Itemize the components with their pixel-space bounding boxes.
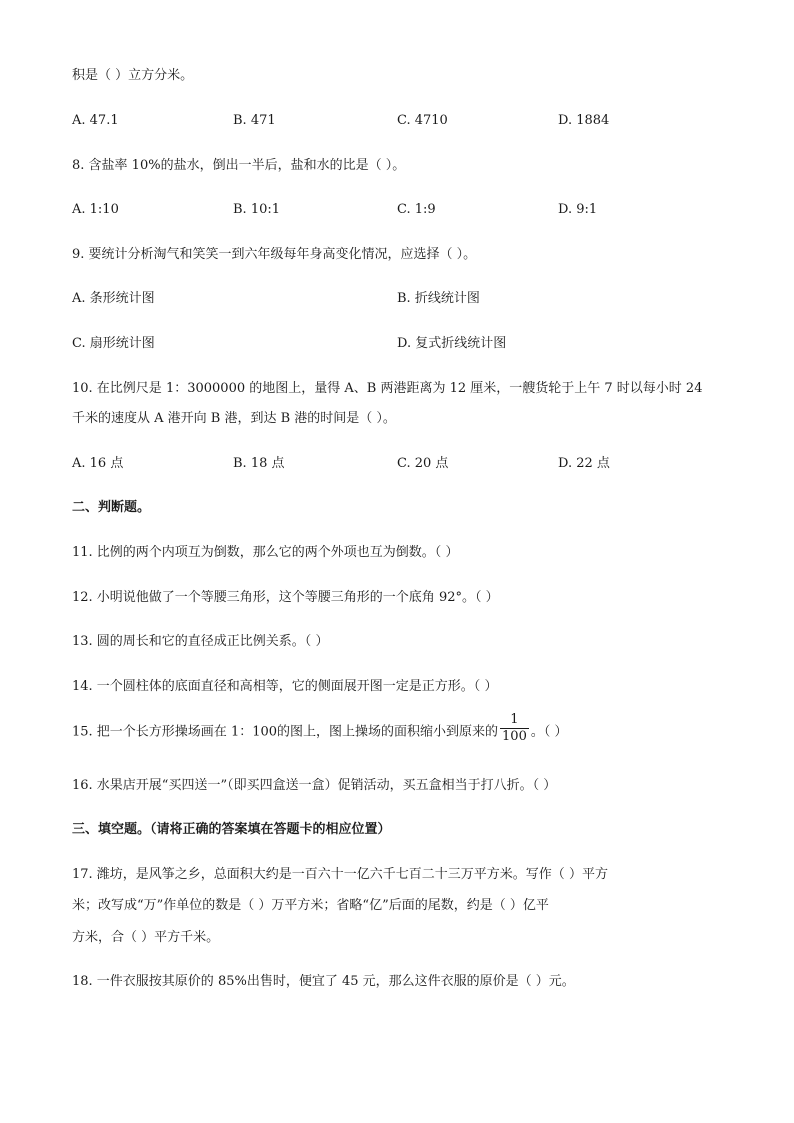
q9-text: 9. 要统计分析淘气和笑笑一到六年级每年身高变化情况，应选择（ ）。 — [72, 247, 477, 262]
section-3-title: 三、填空题。（请将正确的答案填在答题卡的相应位置） — [72, 822, 391, 837]
q18-text: 18. 一件衣服按其原价的 85%出售时，便宜了 45 元，那么这件衣服的原价是（ ）元。 — [72, 974, 575, 989]
q17-text-line3: 方米，合（ ）平方千米。 — [72, 930, 220, 945]
section-2-title: 二、判断题。 — [72, 500, 151, 515]
q10-option-d: D. 22 点 — [558, 456, 610, 471]
q7-option-b: B. 471 — [233, 113, 276, 128]
q17-text-line2: 米；改写成“万”作单位的数是（ ）万平方米；省略“亿”后面的尾数，约是（ ）亿平 — [72, 898, 549, 913]
q15-fraction-denominator: 100 — [502, 729, 527, 744]
q8-option-b: B. 10:1 — [233, 202, 281, 217]
q8-text: 8. 含盐率 10%的盐水，倒出一半后，盐和水的比是（ ）。 — [72, 158, 406, 173]
q11-text: 11. 比例的两个内项互为倒数，那么它的两个外项也互为倒数。（ ） — [72, 545, 459, 560]
q15-text-after: 。（ ） — [530, 724, 568, 740]
q7-option-c: C. 4710 — [397, 113, 448, 128]
q8-option-a: A. 1:10 — [72, 202, 119, 217]
q12-text: 12. 小明说他做了一个等腰三角形，这个等腰三角形的一个底角 92°。（ ） — [72, 590, 499, 605]
q9-option-c: C. 扇形统计图 — [72, 336, 155, 351]
q9-option-b: B. 折线统计图 — [397, 291, 480, 306]
q17-text-line1: 17. 潍坊，是风筝之乡，总面积大约是一百六十一亿六千七百二十三万平方米。写作（ ）平方 — [72, 867, 608, 882]
q7-option-a: A. 47.1 — [72, 113, 119, 128]
q7-text: 积是（ ）立方分米。 — [72, 68, 194, 83]
q15-text-before: 15. 把一个长方形操场画在 1：100的图上，图上操场的面积缩小到原来的 — [72, 724, 499, 740]
q10-option-a: A. 16 点 — [72, 456, 124, 471]
q10-text-line2: 千米的速度从 A 港开向 B 港，到达 B 港的时间是（ ）。 — [72, 411, 396, 426]
q10-option-b: B. 18 点 — [233, 456, 285, 471]
q8-option-c: C. 1:9 — [397, 202, 436, 217]
q13-text: 13. 圆的周长和它的直径成正比例关系。（ ） — [72, 634, 329, 649]
q10-option-c: C. 20 点 — [397, 456, 449, 471]
q7-option-d: D. 1884 — [558, 113, 610, 128]
q14-text: 14. 一个圆柱体的底面直径和高相等，它的侧面展开图一定是正方形。（ ） — [72, 679, 498, 694]
q15-fraction — [500, 712, 529, 745]
q8-option-d: D. 9:1 — [558, 202, 598, 217]
q9-option-a: A. 条形统计图 — [72, 291, 155, 306]
q16-text: 16. 水果店开展“买四送一”（即买四盒送一盒）促销活动，买五盒相当于打八折。（ ） — [72, 778, 557, 793]
q9-option-d: D. 复式折线统计图 — [397, 336, 507, 351]
q15-fraction-numerator: 1 — [510, 712, 519, 727]
q15-text — [72, 712, 568, 749]
q10-text-line1: 10. 在比例尺是 1：3000000 的地图上，量得 A、B 两港距离为 12 厘米，一艘货轮于上午 7 时以每小时 24 — [72, 381, 703, 396]
